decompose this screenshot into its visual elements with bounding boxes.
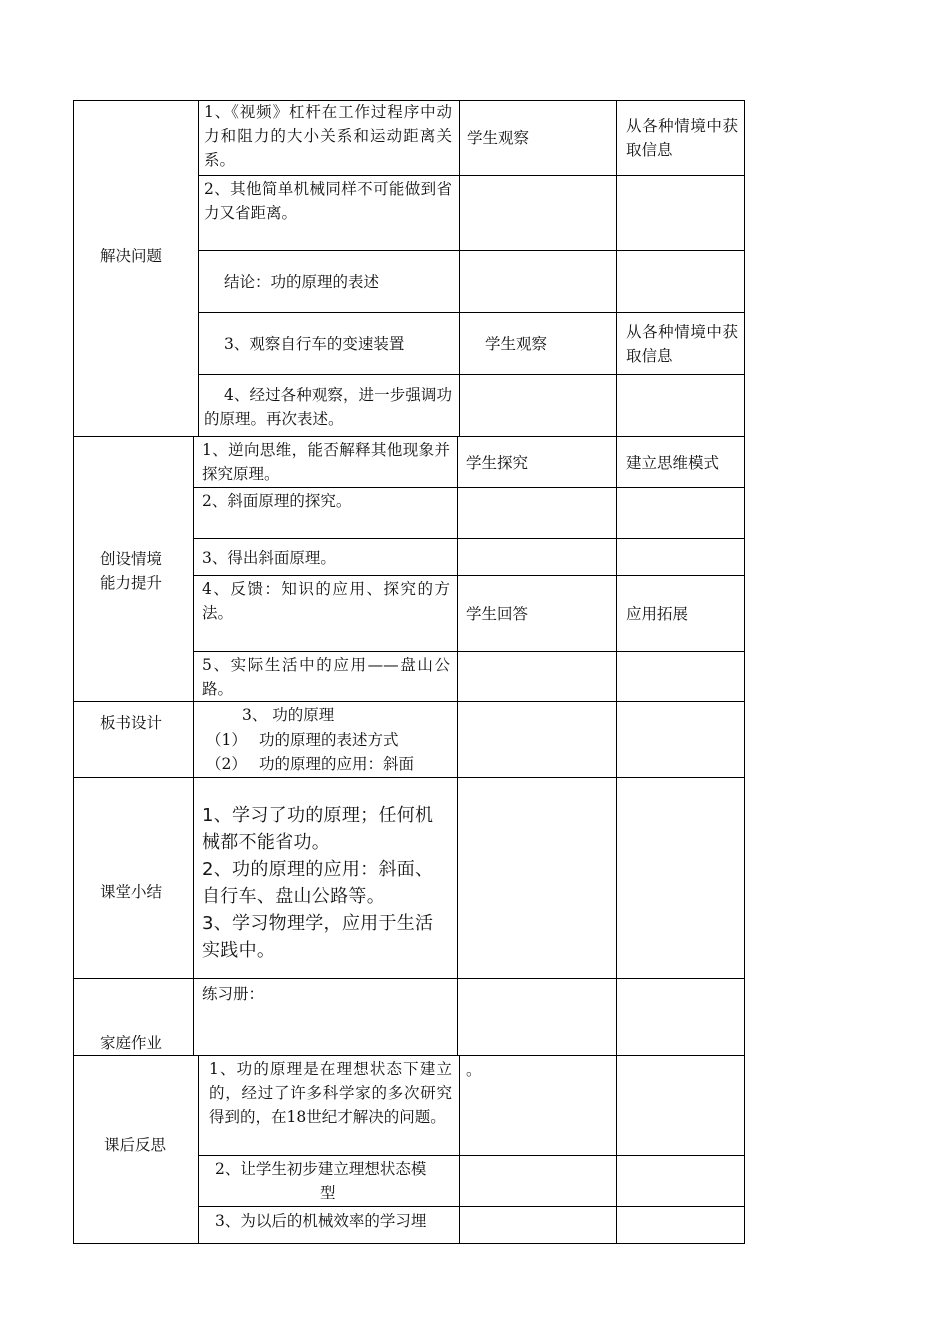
board-line2-text: 功的原理的表述方式 — [259, 731, 399, 749]
solve-row4-activity: 学生观察 — [485, 335, 548, 353]
create-row4-activity: 学生回答 — [466, 605, 529, 623]
section-label-create-line2: 能力提升 — [100, 574, 163, 592]
board-line3-number: （2） — [206, 755, 247, 773]
summary-line2: 械都不能省功。 — [202, 832, 331, 853]
create-row3-content: 3、得出斜面原理。 — [202, 549, 336, 567]
create-row1-activity: 学生探究 — [466, 454, 529, 472]
board-line2-number: （1） — [206, 731, 247, 749]
summary-line6: 实践中。 — [202, 940, 276, 961]
solve-row4-intent: 从各种情境中获取信息 — [626, 323, 738, 365]
reflection-row2-line2: 型 — [320, 1184, 336, 1202]
summary-line3: 2、功的原理的应用：斜面、 — [202, 859, 434, 880]
solve-row1-intent: 从各种情境中获取信息 — [626, 117, 738, 159]
solve-row3-content: 结论：功的原理的表述 — [224, 273, 380, 291]
section-label-board: 板书设计 — [100, 714, 163, 732]
solve-row2-content: 2、其他简单机械同样不可能做到省力又省距离。 — [204, 180, 452, 222]
reflection-row1-side: 。 — [466, 1061, 482, 1079]
summary-line4: 自行车、盘山公路等。 — [202, 886, 385, 907]
board-line3-text: 功的原理的应用：斜面 — [259, 755, 415, 773]
reflection-row2-line1: 2、让学生初步建立理想状态模 — [215, 1160, 427, 1178]
create-row1-intent: 建立思维模式 — [626, 454, 720, 472]
reflection-row1: 1、功的原理是在理想状态下建立的，经过了许多科学家的多次研究得到的，在18世纪才解决的问题。 — [209, 1060, 452, 1126]
create-row4-content: 4、反馈：知识的应用、探究的方法。 — [202, 580, 450, 622]
create-row1-content: 1、逆向思维，能否解释其他现象并探究原理。 — [202, 441, 450, 483]
solve-row4-content: 3、观察自行车的变速装置 — [224, 335, 405, 353]
summary-line1: 1、学习了功的原理；任何机 — [202, 805, 434, 826]
section-label-solve: 解决问题 — [100, 247, 163, 265]
section-label-homework: 家庭作业 — [100, 1034, 163, 1052]
create-row5-content: 5、实际生活中的应用——盘山公路。 — [202, 656, 450, 698]
section-label-summary: 课堂小结 — [100, 883, 163, 901]
solve-row1-activity: 学生观察 — [467, 129, 530, 147]
section-label-create-line1: 创设情境 — [100, 550, 163, 568]
summary-line5: 3、学习物理学，应用于生活 — [202, 913, 434, 934]
create-row4-intent: 应用拓展 — [626, 605, 689, 623]
solve-row1-content: 1、《视频》杠杆在工作过程序中动力和阻力的大小关系和运动距离关系。 — [204, 103, 452, 169]
board-line1: 3、 功的原理 — [242, 706, 335, 724]
solve-row5-content: 4、经过各种观察，进一步强调功的原理。再次表述。 — [204, 386, 452, 428]
homework-content: 练习册： — [202, 985, 265, 1003]
section-label-reflection: 课后反思 — [104, 1136, 167, 1154]
create-row2-content: 2、斜面原理的探究。 — [202, 492, 352, 510]
reflection-row3: 3、为以后的机械效率的学习埋 — [215, 1212, 427, 1230]
